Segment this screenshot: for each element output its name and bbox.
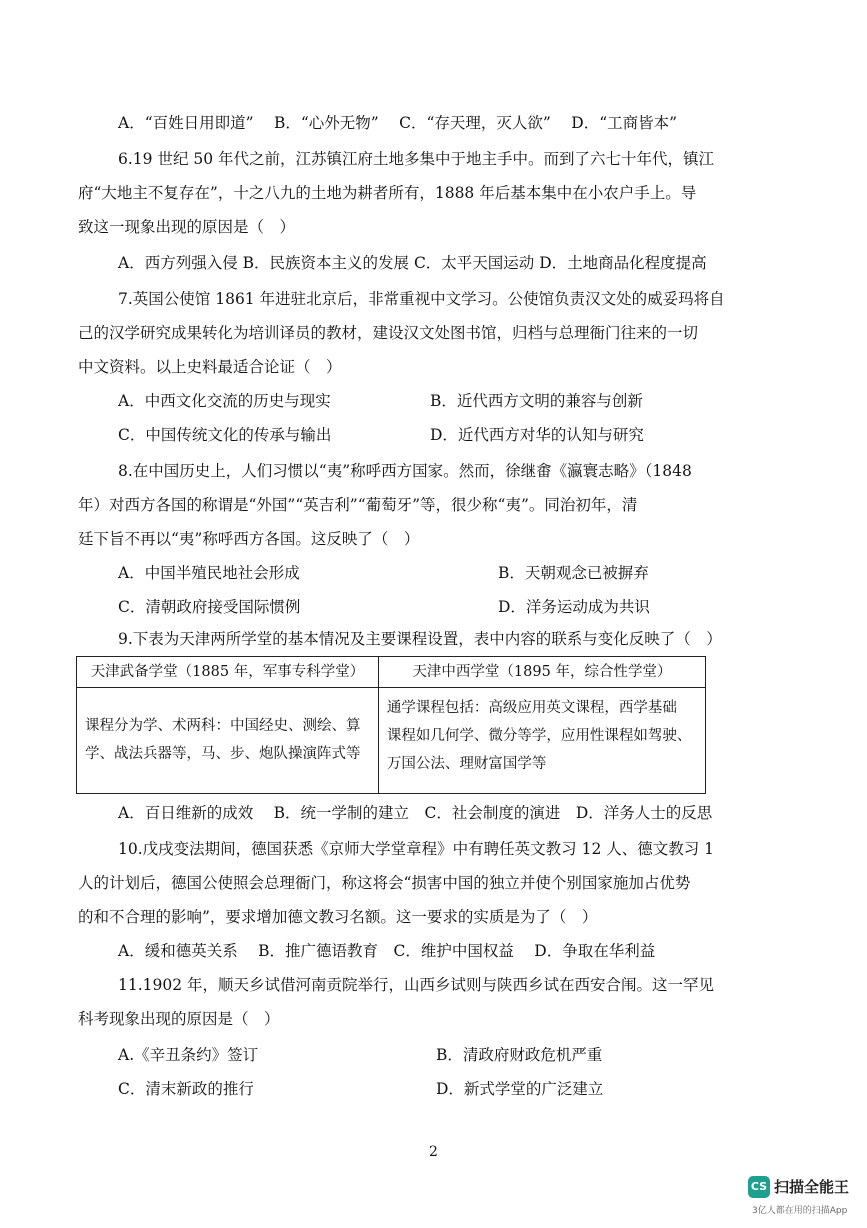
- q7-option-c: C．中国传统文化的传承与输出: [118, 426, 332, 444]
- q8-option-d: D．洋务运动成为共识: [498, 598, 650, 616]
- q7-option-a: A．中西文化交流的历史与现实: [118, 392, 331, 410]
- camscanner-name: 扫描全能王: [774, 1178, 850, 1196]
- table-header-left: 天津武备学堂（1885 年，军事专科学堂）: [77, 657, 379, 688]
- q7-option-d: D．近代西方对华的认知与研究: [430, 426, 644, 444]
- q10-stem-line2: 人的计划后，德国公使照会总理衙门，称这将会“损害中国的独立并使个别国家施加占优势: [78, 874, 691, 892]
- q8-option-b: B．天朝观念已被摒弃: [498, 564, 649, 582]
- table-right-line1: 通学课程包括：高级应用英文课程，西学基础: [386, 700, 677, 716]
- camscanner-tagline: 3亿人都在用的扫描App: [752, 1206, 848, 1216]
- table-header-right: 天津中西学堂（1895 年，综合性学堂）: [378, 657, 705, 688]
- q7-option-b: B．近代西方文明的兼容与创新: [430, 392, 643, 410]
- q9-options: A．百日维新的成效 B．统一学制的建立 C．社会制度的演进 D．洋务人士的反思: [118, 804, 713, 822]
- q5-options: A．“百姓日用即道” B．“心外无物” C．“存天理，灭人欲” D．“工商皆本”: [118, 114, 678, 132]
- q8-stem-line3: 廷下旨不再以“夷”称呼西方各国。这反映了（ ）: [78, 530, 420, 548]
- q6-stem-line2: 府“大地主不复存在”，十之八九的土地为耕者所有，1888 年后基本集中在小农户手上。导: [78, 184, 697, 202]
- q7-stem-line1: 7.英国公使馆 1861 年进驻北京后，非常重视中文学习。公使馆负责汉文处的威妥玛将自: [118, 290, 725, 308]
- q7-stem-line2: 己的汉学研究成果转化为培训译员的教材，建设汉文处图书馆，归档与总理衙门往来的一切: [78, 324, 699, 342]
- q10-stem-line1: 10.戊戌变法期间，德国获悉《京师大学堂章程》中有聘任英文教习 12 人、德文教习 1: [118, 840, 715, 858]
- q11-option-c: C．清末新政的推行: [118, 1080, 254, 1098]
- table-left-line1: 课程分为学、术两科：中国经史、测绘、算: [85, 718, 361, 734]
- table-left-line2: 学、战法兵器等，马、步、炮队操演阵式等: [85, 746, 361, 762]
- q6-stem-line3: 致这一现象出现的原因是（ ）: [78, 218, 296, 236]
- q6-stem-line1: 6.19 世纪 50 年代之前，江苏镇江府土地多集中于地主手中。而到了六七十年代，镇江: [118, 150, 715, 168]
- q6-options: A．西方列强入侵 B．民族资本主义的发展 C．太平天国运动 D．土地商品化程度提高: [118, 254, 707, 272]
- q8-option-a: A．中国半殖民地社会形成: [118, 564, 300, 582]
- q11-stem-line1: 11.1902 年，顺天乡试借河南贡院举行，山西乡试则与陕西乡试在西安合闱。这一罕见: [118, 976, 715, 994]
- table-right-line2: 课程如几何学、微分等学，应用性课程如驾驶、: [386, 728, 692, 744]
- table-cell-right: [378, 688, 705, 794]
- q10-options: A．缓和德英关系 B．推广德语教育 C．维护中国权益 D．争取在华利益: [118, 942, 656, 960]
- q8-stem-line2: 年）对西方各国的称谓是“外国”“英吉利”“葡萄牙”等，很少称“夷”。同治初年，清: [78, 496, 638, 514]
- q8-option-c: C．清朝政府接受国际惯例: [118, 598, 301, 616]
- q11-stem-line2: 科考现象出现的原因是（ ）: [78, 1010, 280, 1028]
- table-cell-left: [77, 688, 379, 794]
- q11-option-b: B．清政府财政危机严重: [436, 1046, 603, 1064]
- q9-schools-table: [76, 656, 706, 794]
- q10-stem-line3: 的和不合理的影响”，要求增加德文教习名额。这一要求的实质是为了（ ）: [78, 908, 598, 926]
- q7-stem-line3: 中文资料。以上史料最适合论证（ ）: [78, 358, 342, 376]
- q11-option-d: D．新式学堂的广泛建立: [436, 1080, 604, 1098]
- camscanner-logo-icon: CS: [748, 1176, 770, 1198]
- q11-option-a: A.《辛丑条约》签订: [118, 1046, 259, 1064]
- page-number: 2: [429, 1144, 438, 1160]
- table-right-line3: 万国公法、理财富国学等: [386, 756, 547, 772]
- q8-stem-line1: 8.在中国历史上，人们习惯以“夷”称呼西方国家。然而，徐继畬《瀛寰志略》（1848: [118, 462, 692, 480]
- q9-stem-line1: 9.下表为天津两所学堂的基本情况及主要课程设置，表中内容的联系与变化反映了（ ）: [118, 630, 722, 648]
